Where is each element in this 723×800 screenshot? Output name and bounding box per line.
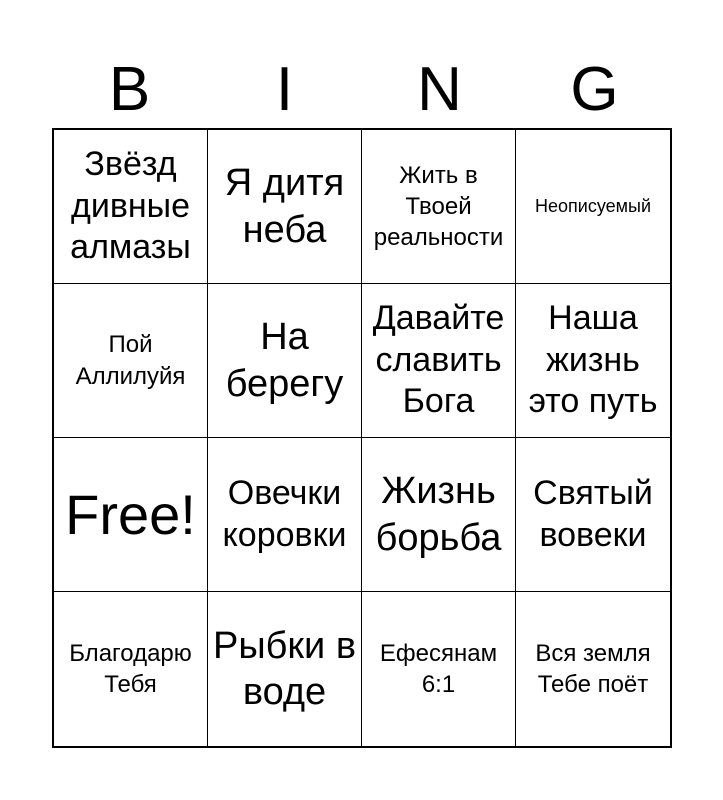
cell-text: Пой Аллилуйя	[75, 331, 186, 390]
cell-text: Овечки коровки	[222, 474, 347, 554]
cell-text: Рыбки в воде	[212, 624, 357, 713]
cell-text: Вся земля Тебе поёт	[535, 639, 651, 698]
bingo-cell-r4c2[interactable]	[208, 592, 362, 746]
cell-text: Я дитя неба	[224, 162, 345, 251]
header-letter-n: N	[417, 55, 462, 124]
cell-text: Неописуемый	[535, 195, 651, 216]
bingo-board	[52, 128, 672, 748]
bingo-cell-r1c1[interactable]	[54, 130, 208, 284]
bingo-cell-r2c4[interactable]	[516, 284, 670, 438]
bingo-cell-r4c3[interactable]	[362, 592, 516, 746]
cell-text: Жизнь борьба	[375, 470, 502, 559]
bingo-cell-r2c2[interactable]	[208, 284, 362, 438]
cell-text: Наша жизнь это путь	[528, 299, 658, 421]
cell-text: Благодарю Тебя	[69, 639, 192, 698]
header-letter-i: I	[275, 55, 294, 124]
bingo-cell-r1c3[interactable]	[362, 130, 516, 284]
header-letter-b: B	[108, 55, 151, 124]
bingo-cell-r3c4[interactable]	[516, 438, 670, 592]
bingo-cell-r3c1-free[interactable]	[54, 438, 208, 592]
bingo-cell-r1c2[interactable]	[208, 130, 362, 284]
bingo-cell-r1c4[interactable]	[516, 130, 670, 284]
bingo-cell-r4c4[interactable]	[516, 592, 670, 746]
cell-text: Ефесянам 6:1	[379, 639, 498, 698]
cell-text: На берегу	[225, 316, 344, 405]
header-letter-g: G	[570, 55, 619, 124]
bingo-cell-r3c2[interactable]	[208, 438, 362, 592]
bingo-cell-r3c3[interactable]	[362, 438, 516, 592]
cell-text: Давайте славить Бога	[372, 299, 505, 421]
bingo-cell-r2c3[interactable]	[362, 284, 516, 438]
free-space-text: Free!	[65, 482, 196, 546]
cell-text: Звёзд дивные алмазы	[70, 145, 191, 267]
bingo-cell-r2c1[interactable]	[54, 284, 208, 438]
cell-text: Жить в Твоей реальности	[373, 161, 504, 252]
bingo-header	[52, 52, 672, 128]
bingo-cell-r4c1[interactable]	[54, 592, 208, 746]
cell-text: Святый вовеки	[533, 474, 653, 554]
